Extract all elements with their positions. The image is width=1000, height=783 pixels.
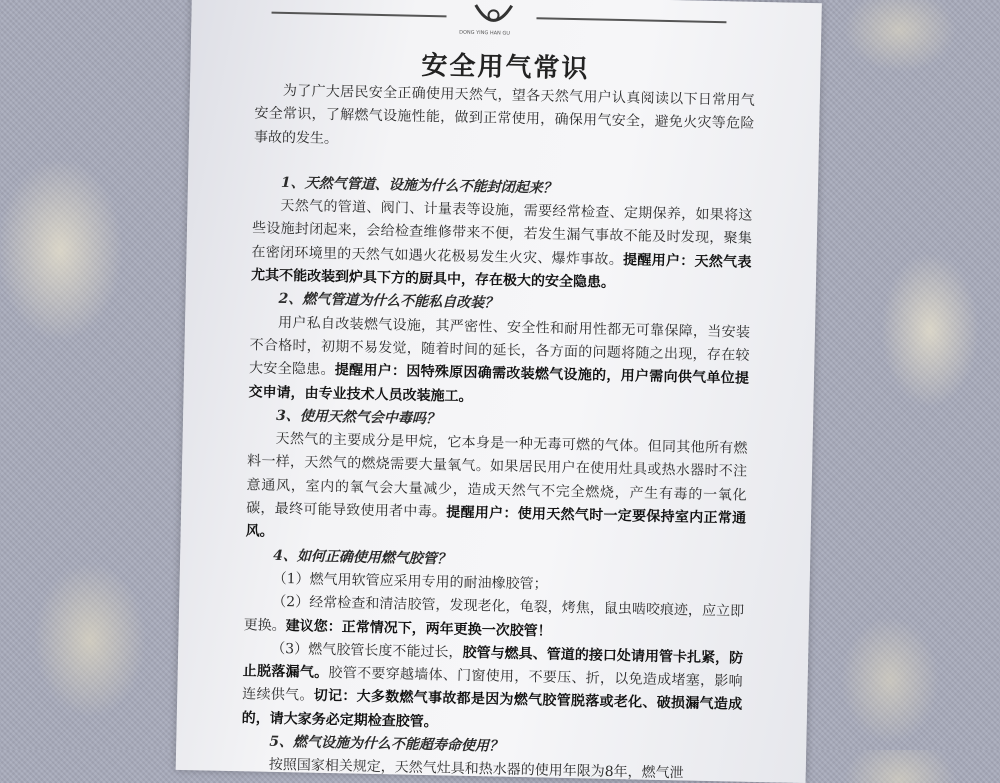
section-1-body bbox=[251, 195, 753, 299]
section-4-item-1: （1）燃气用软管应采用专用的耐油橡胶管； bbox=[272, 570, 548, 593]
section-3-body bbox=[245, 427, 747, 554]
section-4-item-3 bbox=[242, 637, 744, 741]
section-4-item-3-tip: 切记：大多数燃气事故都是因为燃气胶管脱落或老化、破损漏气造成的，请大家务必定期检查胶管。 bbox=[241, 688, 743, 731]
leaflet-paper bbox=[176, 0, 822, 783]
company-logo-icon bbox=[471, 1, 516, 32]
section-4-item-3-emphasis: 胶管与燃具、管道的接口处请用管卡扎紧，防止脱落漏气。 bbox=[242, 644, 744, 682]
section-4-item-2-text: （2）经常检查和清洁胶管，发现老化，龟裂，烤焦，鼠虫啮咬痕迹，应立即更换。 bbox=[243, 594, 745, 634]
document-body bbox=[241, 79, 755, 783]
section-1-heading: 1、天然气管道、设施为什么不能封闭起来？ bbox=[280, 174, 557, 197]
section-4-heading: 4、如何正确使用燃气胶管？ bbox=[273, 547, 452, 568]
header-band bbox=[191, 0, 822, 43]
section-2-body bbox=[248, 311, 750, 415]
header-divider-left bbox=[272, 12, 447, 18]
section-1-text: 天然气的管道、阀门、计量表等设施，需要经常检查、定期保养，如果将这些设施封闭起来，会给检查维修带来不便，若发生漏气事故不能及时发现，聚集在密闭环境里的天然气如遇火花极易发生火灾、爆炸事故。 bbox=[251, 198, 753, 268]
section-5-body: 按照国家相关规定，天然气灶具和热水器的使用年限为8年，燃气泄 bbox=[268, 757, 684, 782]
section-4-item-2-tip: 建议您：正常情况下，两年更换一次胶管！ bbox=[285, 617, 552, 640]
section-3-text: 天然气的主要成分是甲烷，它本身是一种无毒可燃的气体。但同其他所有燃料一样，天然气的燃烧需要大量氧气。如果居民用户在使用灶具或热水器时不注意通风，室内的氧气会大量减少，造成天然气不完全燃烧，产生有毒的一氧化碳，最终可能导致使用者中毒。 bbox=[245, 431, 748, 521]
section-5-heading: 5、燃气设施为什么不能超寿命使用？ bbox=[269, 733, 504, 755]
section-2-heading: 2、燃气管道为什么不能私自改装？ bbox=[278, 291, 499, 312]
section-3-tip: 提醒用户：使用天然气时一定要保持室内正常通风。 bbox=[245, 504, 747, 541]
intro-paragraph: 为了广大居民安全正确使用天然气，望各天然气用户认真阅读以下日常用气安全常识，了解燃气设施性能，做到正常使用，确保用气安全，避免火灾等危险事故的发生。 bbox=[253, 82, 755, 147]
header-divider-right bbox=[536, 17, 726, 23]
section-4-item-3-text-c: 胶管不要穿越墙体、门窗使用，不要压、折，以免造成堵塞，影响连续供气。 bbox=[242, 665, 743, 705]
logo-caption: DONG YING HAN GU bbox=[459, 29, 510, 37]
section-2-tip: 提醒用户：因特殊原因确需改装燃气设施的，用户需向供气单位提交申请，由专业技术人员改装施工。 bbox=[248, 362, 750, 405]
section-4-item-3-text-a: （3）燃气胶管长度不能过长， bbox=[271, 640, 463, 661]
section-1-tip: 提醒用户：天然气表尤其不能改装到炉具下方的厨具中，存在极大的安全隐患。 bbox=[250, 251, 752, 291]
section-2-text: 用户私自改装燃气设施，其严密性、安全性和耐用性都无可靠保障，当安装不合格时，初期不易发觉，随着时间的延长，各方面的问题将随之出现，存在较大安全隐患。 bbox=[248, 314, 751, 379]
section-3-heading: 3、使用天然气会中毒吗？ bbox=[275, 407, 440, 428]
page-title: 安全用气常识 bbox=[421, 50, 590, 85]
